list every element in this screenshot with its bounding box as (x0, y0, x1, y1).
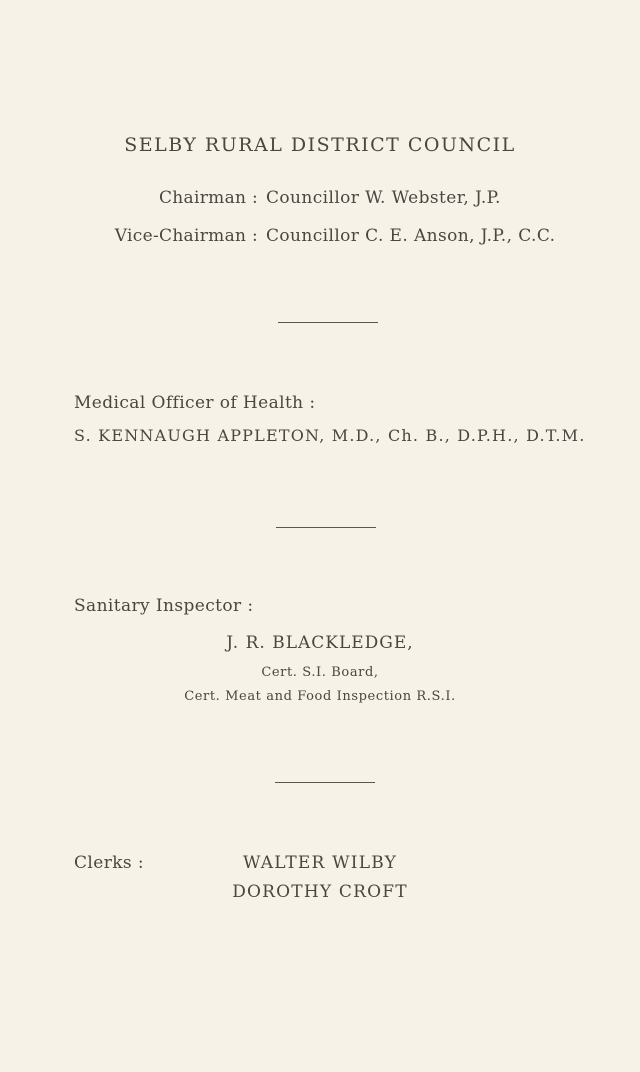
medical-officer-label: Medical Officer of Health : (74, 393, 316, 413)
medical-officer-name: S. KENNAUGH APPLETON, M.D., Ch. B., D.P.H., D.T.M. (74, 426, 586, 445)
clerk-name: WALTER WILBY (242, 853, 398, 873)
vice-chairman-label: Vice-Chairman : (114, 226, 258, 246)
section-divider (278, 322, 378, 323)
vice-chairman-name: Councillor C. E. Anson, J.P., C.C. (266, 226, 556, 246)
sanitary-inspector-label: Sanitary Inspector : (74, 596, 254, 616)
section-divider (275, 782, 375, 783)
clerks-label: Clerks : (74, 853, 144, 873)
chairman-label: Chairman : (159, 188, 258, 208)
sanitary-inspector-qualification: Cert. S.I. Board, (261, 665, 379, 680)
section-divider (276, 527, 376, 528)
chairman-name: Councillor W. Webster, J.P. (266, 188, 501, 208)
clerk-name: DOROTHY CROFT (232, 882, 408, 902)
sanitary-inspector-name: J. R. BLACKLEDGE, (226, 633, 414, 653)
sanitary-inspector-qualification: Cert. Meat and Food Inspection R.S.I. (184, 689, 456, 704)
council-title: SELBY RURAL DISTRICT COUNCIL (124, 134, 516, 156)
